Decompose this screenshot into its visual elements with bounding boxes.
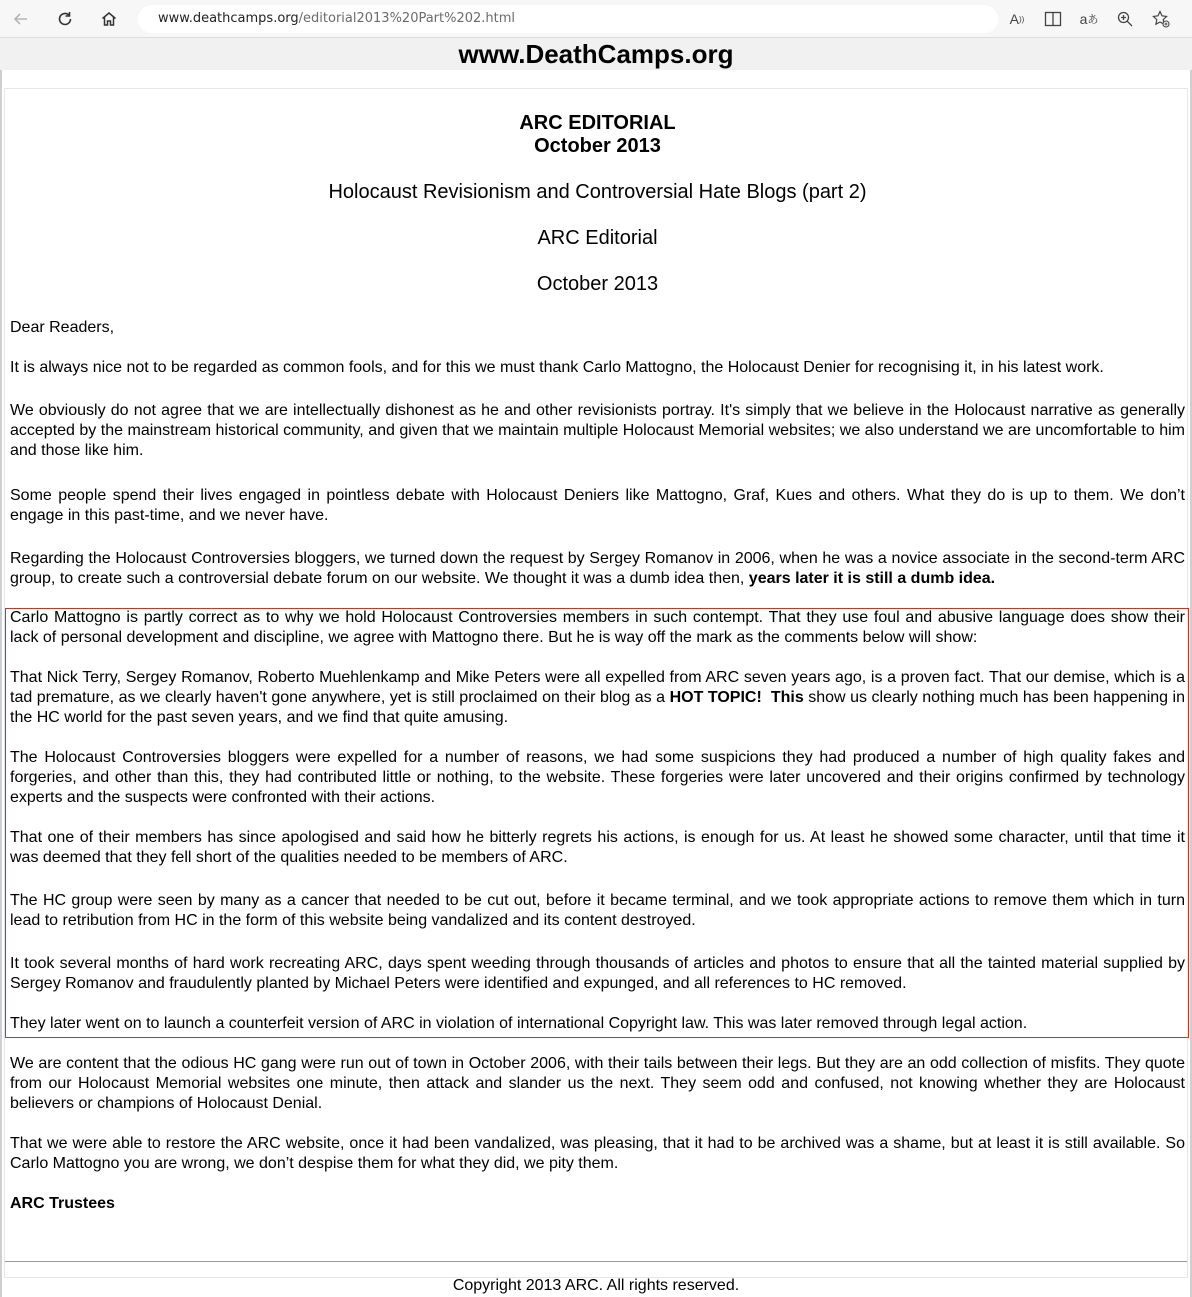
translate-icon[interactable]: a あ: [1079, 11, 1099, 27]
paragraph-5: We are content that the odious HC gang were run out of town in October 2006, with their tails between their legs. But they are an odd collection of misfits. They quote from our Holocaust Memorial websites one minute, then attack and slander us the next. They seem odd and confused, not knowing whether they are Holocaust believers or champions of Holocaust Denial.: [10, 1055, 1185, 1112]
hot-topic-bold: HOT TOPIC!: [669, 689, 762, 706]
read-aloud-icon[interactable]: A )): [1009, 11, 1025, 27]
refresh-icon[interactable]: [52, 6, 78, 32]
page-border-left: [0, 38, 2, 1297]
paragraph-2: We obviously do not agree that we are intellectually dishonest as he and other revisionists portray. It's simply that we believe in the Holocaust narrative as generally accepted by the mainstream historical community, and given that we maintain multiple Holocaust Memorial websites; we also understand we are uncomfortable to him and those like him.: [10, 402, 1185, 459]
paragraph-3: Some people spend their lives engaged in pointless debate with Holocaust Deniers like Mattogno, Graf, Kues and others. What they do is up to them. We don’t engage in this past-time, and we never have.: [10, 487, 1185, 524]
article-heading: [10, 112, 1185, 158]
paragraph-4-bold: years later it is still a dumb idea.: [748, 570, 996, 587]
heading-line-1: ARC EDITORIAL: [519, 112, 676, 134]
boxed-paragraph-2: [10, 668, 1185, 728]
boxed-paragraph-5: The HC group were seen by many as a cancer that needed to be cut out, before it became terminal, and we took appropriate actions to remove them which in turn lead to retribution from HC in the form of this website being vandalized and its content destroyed.: [10, 892, 1185, 929]
url-text[interactable]: www.deathcamps.org/editorial2013%20Part%202.html: [158, 11, 516, 26]
boxed-paragraph-4: That one of their members has since apologised and said how he bitterly regrets his actions, is enough for us. At least he showed some character, until that time it was deemed that they fell short of the qualities needed to be members of ARC.: [10, 829, 1185, 866]
back-icon[interactable]: [8, 6, 34, 32]
immersive-reader-icon[interactable]: [1043, 9, 1063, 29]
zoom-icon[interactable]: [1115, 9, 1135, 29]
browser-toolbar: [0, 0, 1192, 38]
boxed-paragraph-7: They later went on to launch a counterfeit version of ARC in violation of international Copyright law. This was later removed through legal action.: [10, 1015, 1028, 1032]
paragraph-4: [10, 549, 1185, 589]
paragraph-1: It is always nice not to be regarded as common fools, and for this we must thank Carlo Mattogno, the Holocaust Denier for recognising it, in his latest work.: [10, 359, 1104, 376]
favorites-icon[interactable]: [1151, 9, 1171, 29]
boxed-paragraph-6: It took several months of hard work recreating ARC, days spent weeding through thousands of articles and photos to ensure that all the tainted material supplied by Sergey Romanov and fraudulently planted by Michael Peters were identified and expunged, and all references to HC removed.: [10, 955, 1185, 992]
footer-copyright: Copyright 2013 ARC. All rights reserved.: [452, 1277, 740, 1294]
boxed-paragraph-2-text: That Nick Terry, Sergey Romanov, Roberto Muehlenkamp and Mike Peters were all expelled from ARC seven years ago, is a proven fact. That our demise, which is a tad premature, as we clearly haven't gone anywhere, yet is still proclaimed on their blog as a: [10, 669, 1185, 706]
heading-line-2: October 2013: [534, 135, 661, 157]
boxed-paragraph-3: The Holocaust Controversies bloggers were expelled for a number of reasons, we had some suspicions they had produced a number of high quality fakes and forgeries, and other than this, they had contributed little or nothing, to the website. These forgeries were later uncovered and their origins confirmed by technology experts and the suspects were confronted with their actions.: [10, 749, 1185, 806]
article: [10, 110, 1185, 1214]
article-subtitle: Holocaust Revisionism and Controversial Hate Blogs (part 2): [328, 181, 867, 203]
paragraph-6: That we were able to restore the ARC website, once it had been vandalized, was pleasing, that it had to be archived was a shame, but at least it is still available. So Carlo Mattogno you are wrong, we don’t despise them for what they did, we pity them.: [10, 1135, 1185, 1172]
paragraph-4-text: Regarding the Holocaust Controversies bloggers, we turned down the request by Sergey Romanov in 2006, when he was a novice associate in the second-term ARC group, to create such a controversial debate forum on our website. We thought it was a dumb idea then,: [10, 550, 1185, 587]
boxed-paragraph-1: Carlo Mattogno is partly correct as to why we hold Holocaust Controversies members in such contempt. That they use foul and abusive language does show their lack of personal development and discipline, we agree with Mattogno there. But he is way off the mark as the comments below will show:: [10, 609, 1185, 646]
boxed-paragraph-2-end: show us clearly nothing much has been happening in the HC world for the past seven years, and we find that quite amusing.: [10, 689, 1186, 726]
article-date: October 2013: [536, 273, 659, 295]
this-bold: This: [770, 689, 804, 706]
salutation: Dear Readers,: [10, 319, 115, 336]
article-byline: ARC Editorial: [537, 227, 658, 249]
footer-divider: [5, 1261, 1187, 1262]
site-title: www.DeathCamps.org: [0, 38, 1192, 70]
address-bar[interactable]: [138, 5, 998, 33]
home-icon[interactable]: [96, 6, 122, 32]
signature: ARC Trustees: [10, 1195, 115, 1212]
